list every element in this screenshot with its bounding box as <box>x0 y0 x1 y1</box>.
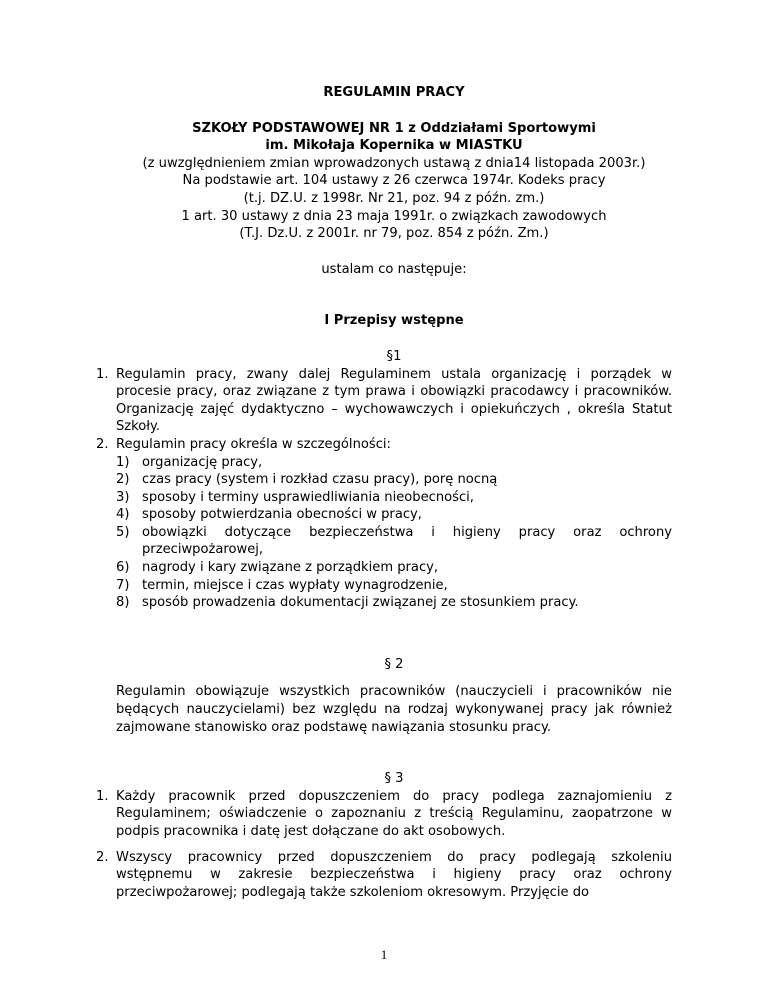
section-3-list <box>96 788 672 902</box>
sublist-item <box>116 471 672 489</box>
establish-text: ustalam co następuje: <box>321 261 467 277</box>
document-title: REGULAMIN PRACY <box>323 85 465 100</box>
sublist-item-text: sposoby i terminy usprawiedliwiania nieobecności, <box>142 489 474 505</box>
sublist-item-text: sposoby potwierdzania obecności w pracy, <box>142 507 422 523</box>
document-body <box>96 84 672 901</box>
sublist-item-number: 3) <box>116 489 130 505</box>
section-2-text: Regulamin obowiązuje wszystkich pracowników (nauczycieli i pracowników nie będących nauczycielami) bez względu na rodzaj wykonywanej pracy jak również zajmowane stanowisko oraz podstawę nawiązania stosunku pracy. <box>116 684 672 735</box>
sublist-item-number: 2) <box>116 472 130 488</box>
sublist-item-number: 4) <box>116 507 130 523</box>
sublist-item <box>116 559 672 577</box>
legal-basis-line: Na podstawie art. 104 ustawy z 26 czerwca 1974r. Kodeks pracy <box>182 173 606 189</box>
list-item <box>96 788 672 841</box>
sublist-item-text: sposób prowadzenia dokumentacji związanej ze stosunkiem pracy. <box>142 595 579 611</box>
list-item <box>96 366 672 436</box>
sublist-item-text: organizację pracy, <box>142 454 263 470</box>
list-item-number: 2. <box>96 849 109 865</box>
sublist-item-number: 7) <box>116 577 130 593</box>
sublist-item <box>116 506 672 524</box>
section-3-mark: § 3 <box>384 771 404 787</box>
list-item-text: Każdy pracownik przed dopuszczeniem do pracy podlega zaznajomieniu z Regulaminem; oświadczenie o zapoznaniu z treścią Regulaminu, zaopatrzone w podpis pracownika i datę jest dołączane do akt osobowych. <box>116 788 672 839</box>
legal-basis <box>116 155 672 243</box>
legal-basis-line: 1 art. 30 ustawy z dnia 23 maja 1991r. o związkach zawodowych <box>181 208 607 224</box>
sublist-item-number: 8) <box>116 595 130 611</box>
list-item-text: Regulamin pracy określa w szczególności: <box>116 436 391 452</box>
section-1-sublist <box>116 454 672 612</box>
page-number: 1 <box>380 947 388 962</box>
sublist-item-text: termin, miejsce i czas wypłaty wynagrodzenie, <box>142 577 448 593</box>
section-1-list <box>96 366 672 612</box>
chapter-heading: I Przepisy wstępne <box>324 313 464 329</box>
sublist-item-text: obowiązki dotyczące bezpieczeństwa i higieny pracy oraz ochrony przeciwpożarowej, <box>142 524 672 558</box>
school-name <box>116 120 672 155</box>
sublist-item <box>116 524 672 559</box>
sublist-item-number: 1) <box>116 454 130 470</box>
list-item <box>96 849 672 902</box>
list-item <box>96 436 672 612</box>
sublist-item <box>116 489 672 507</box>
legal-basis-line: (z uwzględnieniem zmian wprowadzonych ustawą z dnia14 listopada 2003r.) <box>142 155 646 171</box>
sublist-item-text: czas pracy (system i rozkład czasu pracy), porę nocną <box>142 472 498 488</box>
sublist-item-text: nagrody i kary związane z porządkiem pracy, <box>142 560 439 576</box>
sublist-item <box>116 594 672 612</box>
sublist-item <box>116 454 672 472</box>
list-item-number: 1. <box>96 366 109 382</box>
school-name-line-1: SZKOŁY PODSTAWOWEJ NR 1 z Oddziałami Sportowymi <box>192 120 596 136</box>
legal-basis-line: (T.J. Dz.U. z 2001r. nr 79, poz. 854 z późn. Zm.) <box>239 226 549 242</box>
sublist-item-number: 5) <box>116 524 130 540</box>
list-item-text: Regulamin pracy, zwany dalej Regulaminem ustala organizację i porządek w procesie pracy, oraz związane z tym prawa i obowiązki pracodawcy i pracowników. Organizację zajęć dydaktyczno – wychowawczych i opiekuńczych , określa Statut Szkoły. <box>116 366 672 435</box>
list-item-number: 1. <box>96 788 109 804</box>
sublist-item <box>116 577 672 595</box>
list-item-text: Wszyscy pracownicy przed dopuszczeniem do pracy podlegają szkoleniu wstępnemu w zakresie bezpieczeństwa i higieny pracy oraz ochrony przeciwpożarowej; podlegają także szkoleniom okresowym. Przyjęcie do <box>116 849 672 900</box>
school-name-line-2: im. Mikołaja Kopernika w MIASTKU <box>265 138 523 154</box>
legal-basis-line: (t.j. DZ.U. z 1998r. Nr 21, poz. 94 z późn. zm.) <box>243 190 545 206</box>
sublist-item-number: 6) <box>116 560 130 576</box>
section-1-mark: §1 <box>386 348 402 364</box>
list-item-number: 2. <box>96 436 109 452</box>
section-2-mark: § 2 <box>384 656 404 672</box>
